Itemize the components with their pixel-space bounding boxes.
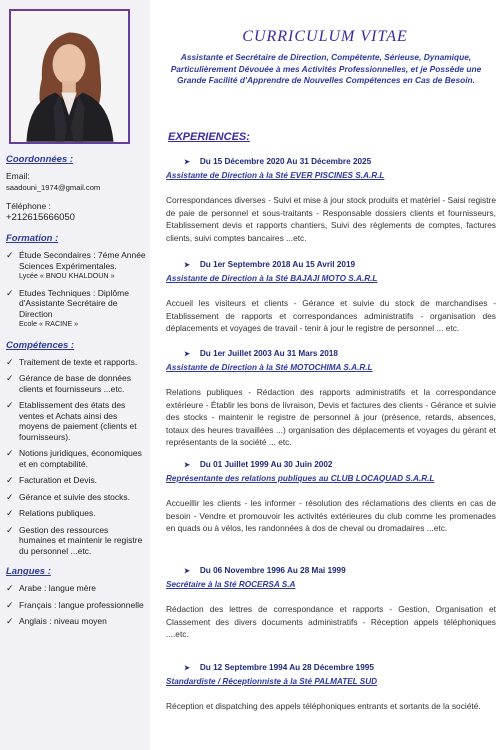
formation-section xyxy=(6,233,146,330)
arrow-bullet-icon: ➤ xyxy=(184,351,190,358)
experience-role: Représentante des relations publiques au CLUB LOCAQUAD S.A.R.L xyxy=(166,474,435,483)
experience-description: Accueillir les clients - les informer - résolution des réclamations des clients en cas de besoin - Vendre et promouvoir les activités extérieures du club comme les promenades en quads ou à vélos, les randonnées à dos de cheval ou dromadaires ...etc. xyxy=(166,498,496,534)
experience-date-text: Du 01 Juillet 1999 Au 30 Juin 2002 xyxy=(199,460,333,469)
experiences-heading: EXPERIENCES: xyxy=(168,131,250,143)
formation-item-main: Étude Secondaires : 7éme Année Sciences Expérimentales. xyxy=(19,250,146,271)
experience-date xyxy=(184,566,496,575)
experience-role: Assistante de Direction à la Sté EVER PISCINES S.A.R.L xyxy=(166,171,385,180)
competence-item: ✓ Gérance et suivie des stocks. xyxy=(6,492,146,503)
experience-date-text: Du 06 Novembre 1996 Au 28 Mai 1999 xyxy=(199,566,346,575)
experience-date-text: Du 1er Juillet 2003 Au 31 Mars 2018 xyxy=(199,349,338,358)
experience-role: Assistante de Direction à la Sté MOTOCHIMA S.A.R.L xyxy=(166,363,373,372)
portrait-image xyxy=(11,11,128,142)
profile-photo xyxy=(9,9,130,144)
competence-item: ✓ Etablissement des états des ventes et Achats ainsi des moyens de paiement (clients et fournisseurs). xyxy=(6,400,146,442)
competence-item: ✓ Traitement de texte et rapports. xyxy=(6,357,146,368)
profile-summary: Assistante et Secrétaire de Direction, Compétente, Sérieuse, Dynamique, Particulièrement Dévouée à mes Activités Professionnelles, et je Possède une Grande Facilité d'Apprendre de Nouvelles Compétences en Cas de Besoin. xyxy=(170,52,482,85)
experience-date xyxy=(184,260,496,269)
competences-section xyxy=(6,340,146,557)
experience-date-text: Du 15 Décembre 2020 Au 31 Décembre 2025 xyxy=(199,157,372,166)
email-label: Email: xyxy=(6,171,30,181)
experience-description: Relations publiques - Rédaction des rapports administratifs et la correspondance extérieure - Établir les bons de livraison, Devis et factures des clients - Gérance et suivie des stocks - maintenir le registre de personnel à jour (présence, retards, absences, totaux des heures travaillées ...) organisation des déplacements et voyages du gérant et représentants de la société ... etc. xyxy=(166,387,496,448)
experience-date-text: Du 1er Septembre 2018 Au 15 Avril 2019 xyxy=(199,260,356,269)
formation-item-school: Ecole « RACINE » xyxy=(19,319,79,328)
experience-role: Secrétaire à la Sté ROCERSA S.A xyxy=(166,580,296,589)
sidebar xyxy=(0,0,150,750)
langue-item: ✓ Arabe : langue mère xyxy=(6,583,146,594)
experience-description: Correspondances diverses - Suivi et mise à jour stock produits et matériel - Saisi registre de paie de personnel et sous-traitants - Responsable dossiers clients et fournisseurs, Etablissement devis et rapports chantiers, Suivi des règlements de comptes, factures clients, suivi comptes bancaires ...etc. xyxy=(166,195,496,243)
competence-item: ✓ Gestion des ressources humaines et maintenir le registre du personnel ...etc. xyxy=(6,525,146,557)
competence-item: ✓ Relations publiques. xyxy=(6,508,146,519)
formation-heading: Formation : xyxy=(6,233,59,244)
experience-description: Réception et dispatching des appels téléphoniques entrants et sortants de la société. xyxy=(166,701,481,711)
experience-entry xyxy=(166,260,496,335)
formation-item xyxy=(6,250,146,282)
experience-date-text: Du 12 Septembre 1994 Au 28 Décembre 1995 xyxy=(199,663,374,672)
competences-heading: Compétences : xyxy=(6,339,75,351)
page-title: CURRICULUM VITAE xyxy=(242,28,408,45)
formation-item-school: Lycée « BNOU KHALDOUN » xyxy=(19,271,115,280)
arrow-bullet-icon: ➤ xyxy=(184,262,190,269)
langues-section xyxy=(6,566,146,627)
experience-date xyxy=(184,157,496,166)
sidebar-content xyxy=(6,154,146,637)
formation-item-main: Etudes Techniques : Diplôme d'Assistante Secrétaire de Direction xyxy=(19,287,129,319)
experience-date xyxy=(184,460,496,469)
experience-description: Accueil les visiteurs et clients - Gérance et suivie du stock de marchandises - Etablissement de rapports et correspondances administratifs - organisation des déplacements et voyages de travail - tenir à jour le registre de personnel ... etc. xyxy=(166,298,496,334)
langue-item: ✓ Anglais : niveau moyen xyxy=(6,616,146,627)
experience-entry xyxy=(166,663,496,713)
formation-item xyxy=(6,288,146,330)
contact-section xyxy=(6,154,146,223)
experience-date xyxy=(184,663,496,672)
experience-entry xyxy=(166,460,496,535)
competence-item: ✓ Gérance de base de données clients et fournisseurs ...etc. xyxy=(6,373,146,394)
arrow-bullet-icon: ➤ xyxy=(184,159,190,166)
phone-label: Téléphone : xyxy=(6,201,51,211)
experience-entry xyxy=(166,566,496,641)
experience-description: Rédaction des lettres de correspondance et rapports - Gestion, Organisation et Classement des divers documents administratifs - Réception appels téléphoniques ....etc. xyxy=(166,604,496,640)
arrow-bullet-icon: ➤ xyxy=(184,665,190,672)
competence-item: ✓ Facturation et Devis. xyxy=(6,475,146,486)
arrow-bullet-icon: ➤ xyxy=(184,568,190,575)
experience-entry xyxy=(166,157,496,244)
arrow-bullet-icon: ➤ xyxy=(184,462,190,469)
contact-heading: Coordonnées : xyxy=(6,154,74,165)
email-value: saadouni_1974@gmail.com xyxy=(6,183,101,192)
langue-item: ✓ Français : langue professionnelle xyxy=(6,600,146,611)
experience-role: Assistante de Direction à la Sté BAJAJI MOTO S.A.R.L xyxy=(166,274,378,283)
phone-value: +212615666050 xyxy=(6,212,75,223)
experience-role: Standardiste / Réceptionniste à la Sté PALMATEL SUD xyxy=(166,677,378,686)
competence-item: ✓ Notions juridiques, économiques et en comptabilité. xyxy=(6,448,146,469)
experience-entry xyxy=(166,349,496,449)
langues-heading: Langues : xyxy=(6,566,51,577)
main-content xyxy=(152,0,501,750)
experience-date xyxy=(184,349,496,358)
